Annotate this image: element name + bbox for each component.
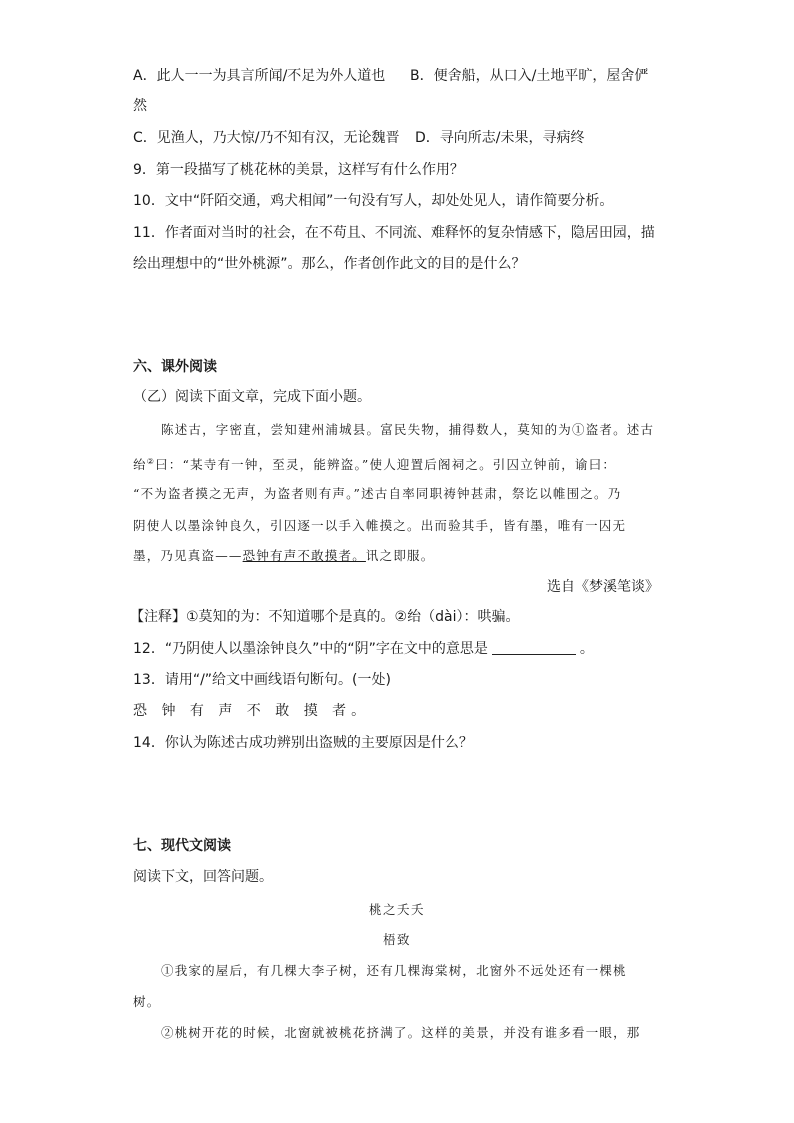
question-11-line-1: 11．作者面对当时的社会，在不苟且、不同流、难释怀的复杂情感下，隐居田园，描 bbox=[133, 225, 655, 241]
passage-text: 曰：“某寺有一钟，至灵，能辨盗。”使人迎置后阁祠之。引囚立钟前，谕曰： bbox=[155, 457, 617, 473]
passage-text: 讯之即服。 bbox=[365, 548, 435, 563]
question-13-sentence: 恐 钟 有 声 不 敢 摸 者。 bbox=[133, 703, 371, 719]
question-14: 14．你认为陈述古成功辨别出盗贼的主要原因是什么？ bbox=[133, 735, 473, 751]
article-paragraph-1-line-1: ①我家的屋后，有几棵大李子树，还有几棵海棠树，北窗外不远处还有一棵桃 bbox=[161, 963, 627, 978]
answer-blank[interactable] bbox=[492, 640, 576, 655]
underlined-sentence: 恐钟有声不敢摸者。 bbox=[242, 548, 366, 563]
article-paragraph-2-line-1: ②桃树开花的时候，北窗就被桃花挤满了。这样的美景，并没有谁多看一眼，那 bbox=[161, 1025, 641, 1040]
question-13: 13．请用“/”给文中画线语句断句。(一处) bbox=[133, 672, 391, 688]
q8-option-d: D．寻向所志/未果，寻病终 bbox=[415, 130, 585, 146]
article-title: 桃之夭夭 bbox=[368, 902, 425, 917]
q8-option-a: A．此人一一为具言所闻/不足为外人道也 bbox=[133, 68, 386, 84]
section-7-intro: 阅读下文，回答问题。 bbox=[133, 869, 273, 885]
passage-text: 绐 bbox=[133, 457, 147, 473]
section-7-heading: 七、现代文阅读 bbox=[133, 838, 231, 854]
passage-line-2 bbox=[133, 452, 616, 475]
passage-line-5 bbox=[133, 546, 434, 566]
passage-line-4: 阴使人以墨涂钟良久，引囚逐一以手入帷摸之。出而验其手，皆有墨，唯有一囚无 bbox=[133, 518, 627, 533]
article-author: 梧致 bbox=[382, 932, 411, 947]
passage-line-1: 陈述古，字密直，尝知建州浦城县。富民失物，捕得数人，莫知的为①盗者。述古 bbox=[161, 422, 655, 437]
q8-option-b: B．便舍船，从口入/土地平旷，屋舍俨 bbox=[410, 68, 649, 84]
question-12-end: 。 bbox=[579, 641, 594, 657]
passage-source: 选自《梦溪笔谈》 bbox=[547, 579, 659, 595]
question-12-text: 12．“乃阴使人以墨涂钟良久”中的“阴”字在文中的意思是 bbox=[133, 641, 488, 657]
question-12 bbox=[133, 639, 594, 659]
question-11-line-2: 绘出理想中的“世外桃源”。那么，作者创作此文的目的是什么？ bbox=[133, 256, 526, 272]
footnote-marker: ② bbox=[146, 457, 156, 466]
q8-option-b-continued: 然 bbox=[133, 98, 147, 114]
passage-notes: 【注释】①莫知的为：不知道哪个是真的。②绐（dài）：哄骗。 bbox=[130, 609, 520, 625]
section-6-intro: （乙）阅读下面文章，完成下面小题。 bbox=[133, 389, 371, 405]
passage-line-3: “不为盗者摸之无声，为盗者则有声。”述古自率同职祷钟甚肃，祭讫以帷围之。乃 bbox=[133, 486, 622, 501]
q8-option-c: C．见渔人，乃大惊/乃不知有汉，无论魏晋 bbox=[133, 130, 400, 146]
section-6-heading: 六、课外阅读 bbox=[133, 359, 217, 375]
question-9: 9．第一段描写了桃花林的美景，这样写有什么作用？ bbox=[133, 162, 464, 178]
article-paragraph-1-line-2: 树。 bbox=[133, 994, 161, 1009]
passage-text: 墨，乃见真盗—— bbox=[133, 548, 243, 563]
question-10: 10．文中“阡陌交通，鸡犬相闻”一句没有写人，却处处见人，请作简要分析。 bbox=[133, 193, 614, 209]
